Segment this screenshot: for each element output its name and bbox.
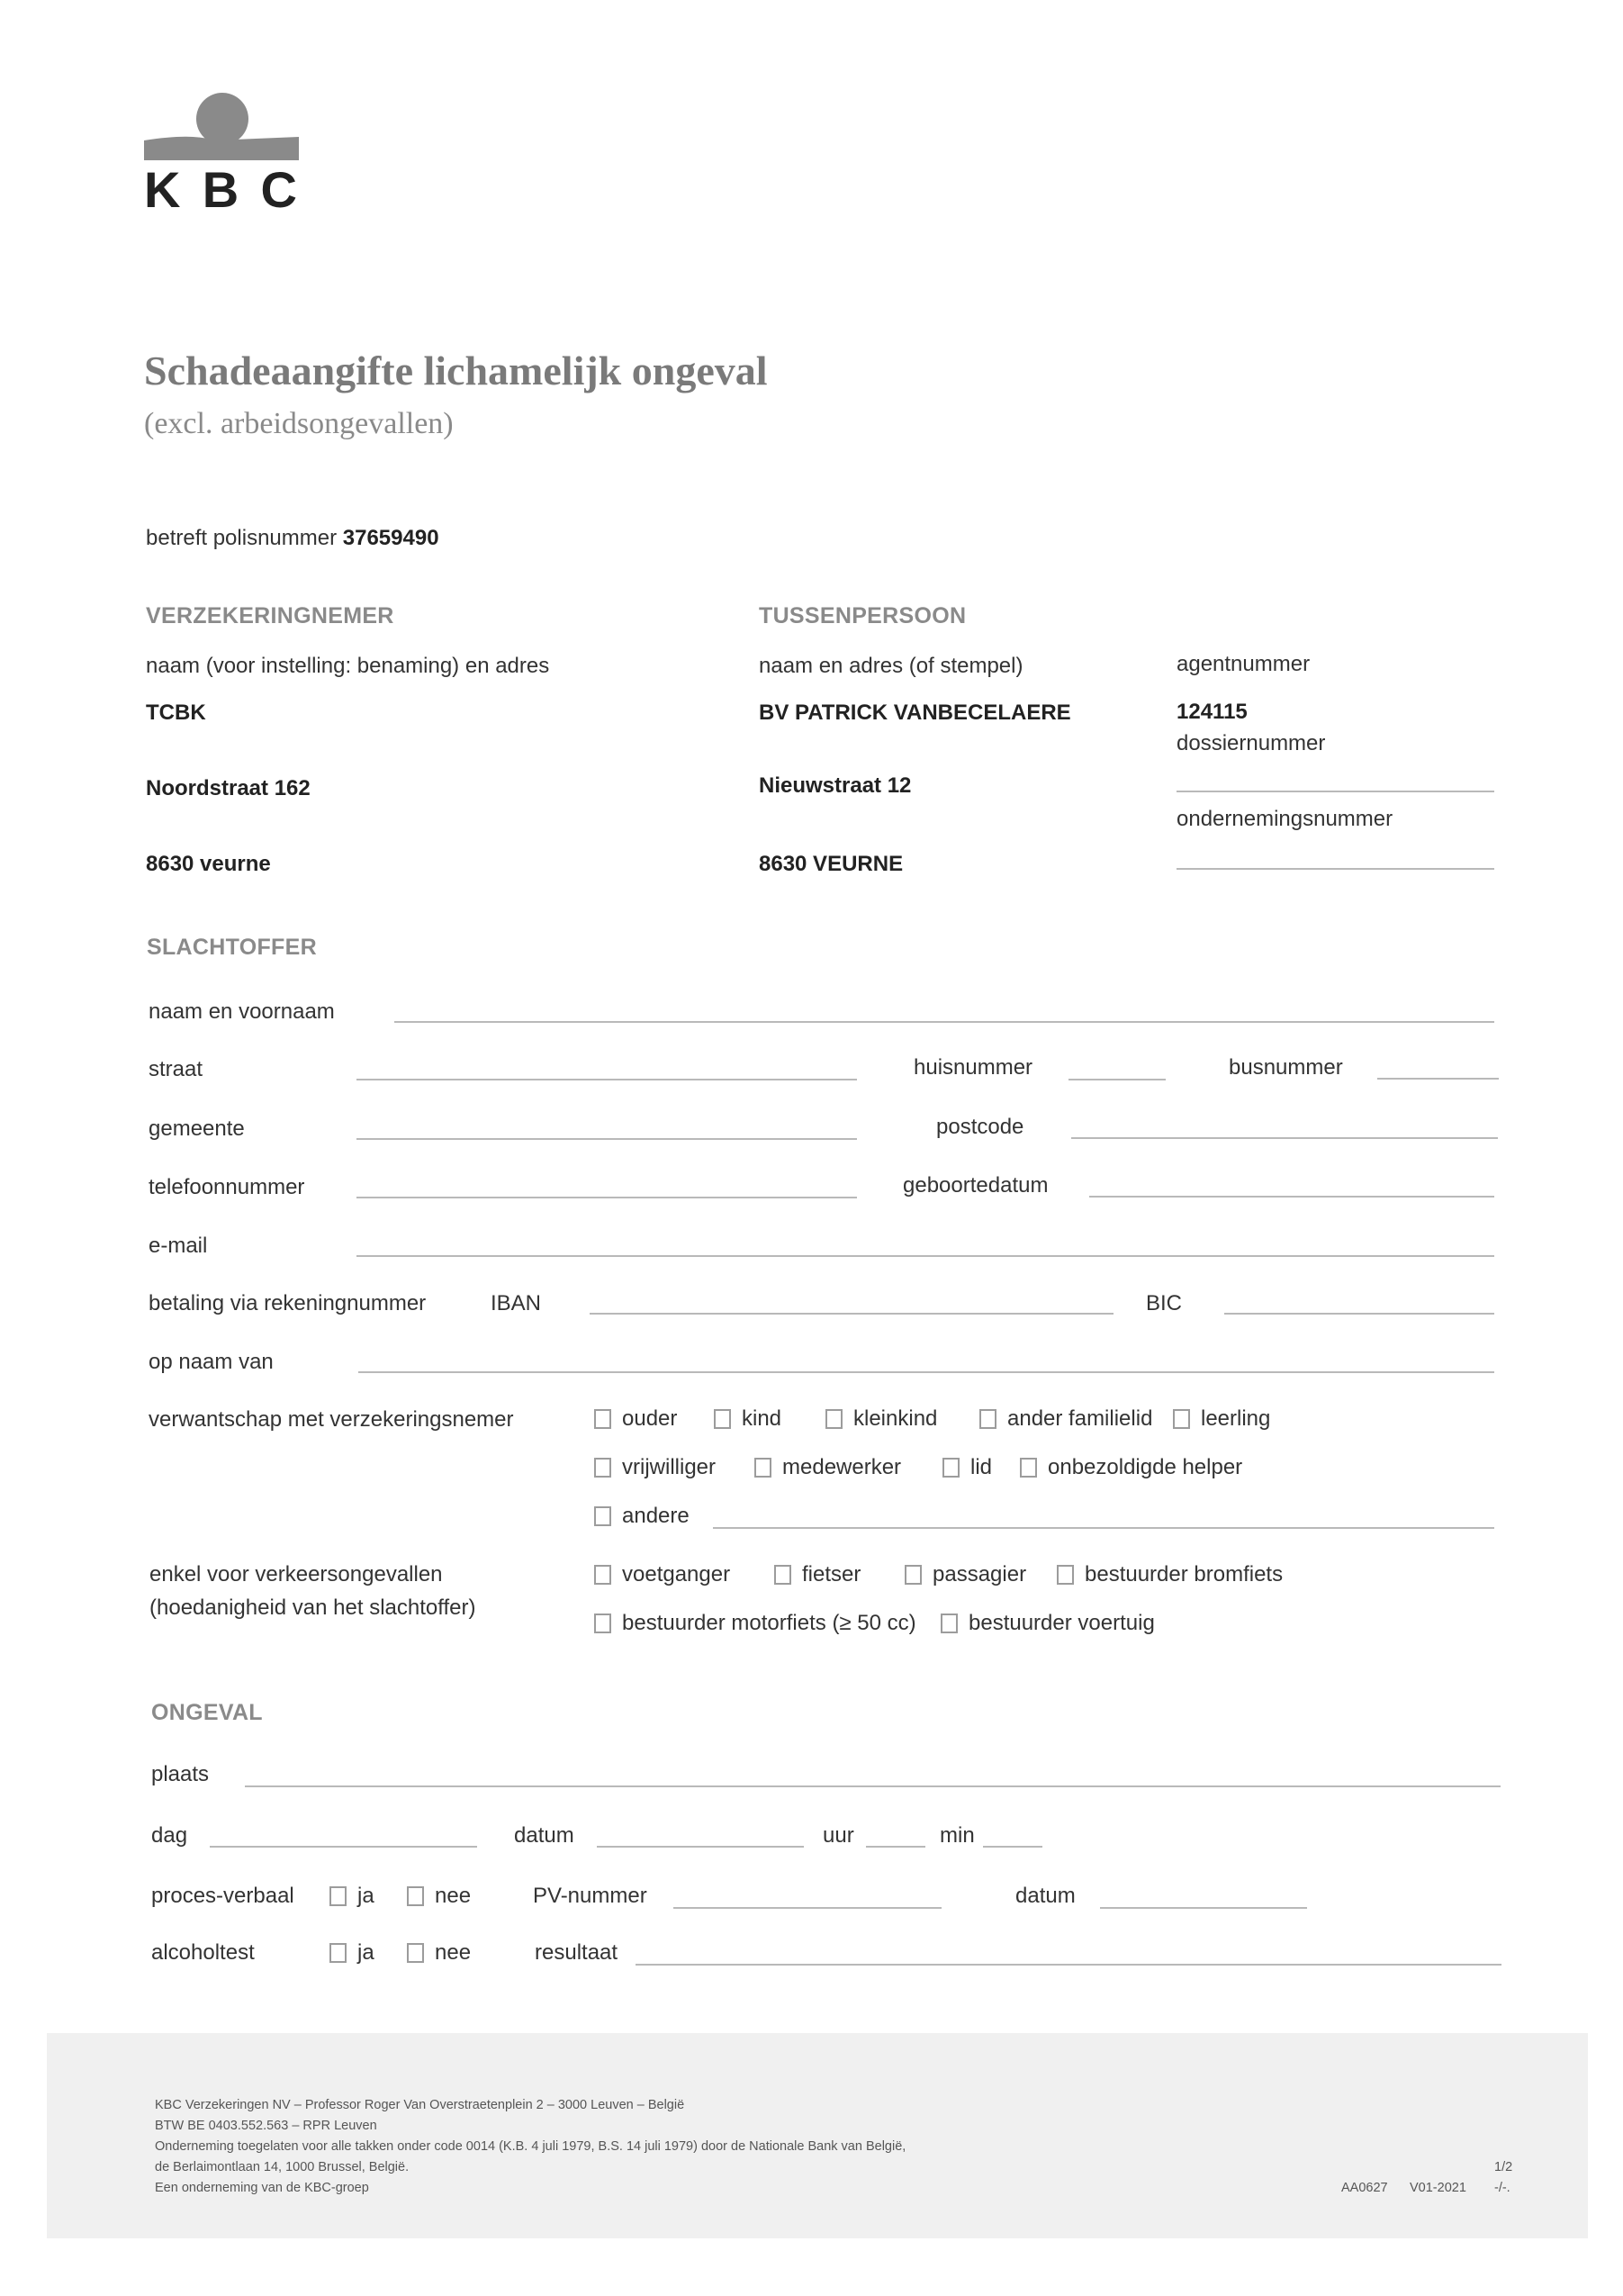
checkbox[interactable] (825, 1409, 843, 1429)
kbc-logo-icon (144, 90, 302, 212)
agent-number: 124115 (1177, 700, 1248, 724)
checkbox[interactable] (1173, 1409, 1190, 1429)
email-field[interactable] (356, 1255, 1494, 1257)
relation-label: verwantschap met verzekeringsnemer (149, 1407, 514, 1432)
place-field[interactable] (245, 1785, 1501, 1787)
checkbox[interactable] (942, 1458, 960, 1478)
checkbox[interactable] (594, 1506, 611, 1526)
footer-vat: BTW BE 0403.552.563 – RPR Leuven (155, 2119, 377, 2133)
victim-heading: SLACHTOFFER (147, 935, 317, 960)
intermediary-street: Nieuwstraat 12 (759, 773, 912, 798)
option-lid[interactable]: lid (942, 1455, 992, 1480)
place-label: plaats (151, 1762, 210, 1786)
result-field[interactable] (636, 1964, 1501, 1966)
option-leerling[interactable]: leerling (1173, 1406, 1270, 1432)
option-ouder[interactable]: ouder (594, 1406, 677, 1432)
alcohol-test-no[interactable]: nee (407, 1940, 471, 1966)
pv-date-field[interactable] (1100, 1907, 1307, 1909)
footer-license: Onderneming toegelaten voor alle takken onder code 0014 (K.B. 4 juli 1979, B.S. 14 juli 1979) door de Nationale Bank van België, (155, 2139, 906, 2154)
option-fietser[interactable]: fietser (774, 1562, 861, 1587)
option-voetganger[interactable]: voetganger (594, 1562, 730, 1587)
police-report-no[interactable]: nee (407, 1884, 471, 1909)
traffic-sublabel: (hoedanigheid van het slachtoffer) (149, 1595, 476, 1620)
policyholder-heading: VERZEKERINGNEMER (146, 603, 394, 628)
footer-bank-address: de Berlaimontlaan 14, 1000 Brussel, België. (155, 2160, 410, 2174)
victim-name-field[interactable] (394, 1021, 1494, 1023)
other-relation-field[interactable] (713, 1527, 1494, 1529)
footer-company-address: KBC Verzekeringen NV – Professor Roger Van Overstraetenplein 2 – 3000 Leuven – België (155, 2098, 685, 2112)
policyholder-city: 8630 veurne (146, 852, 271, 876)
company-number-label: ondernemingsnummer (1177, 807, 1393, 831)
checkbox[interactable] (1020, 1458, 1037, 1478)
policy-number: 37659490 (342, 526, 439, 550)
day-field[interactable] (210, 1846, 477, 1848)
municipality-label: gemeente (149, 1116, 245, 1141)
file-number-field[interactable] (1177, 791, 1494, 792)
municipality-field[interactable] (356, 1138, 857, 1140)
checkbox[interactable] (329, 1943, 347, 1963)
box-number-label: busnummer (1229, 1055, 1343, 1080)
iban-label: IBAN (491, 1291, 542, 1315)
phone-field[interactable] (356, 1197, 857, 1198)
police-report-yes[interactable]: ja (329, 1884, 374, 1909)
checkbox[interactable] (905, 1565, 922, 1585)
bic-label: BIC (1146, 1291, 1183, 1315)
minute-label: min (940, 1823, 975, 1848)
checkbox[interactable] (1057, 1565, 1074, 1585)
company-number-field[interactable] (1177, 868, 1494, 870)
continue-marker: -/-. (1494, 2181, 1510, 2195)
footer (47, 2033, 1588, 2238)
checkbox[interactable] (594, 1409, 611, 1429)
checkbox[interactable] (407, 1943, 424, 1963)
police-report-label: proces-verbaal (151, 1884, 294, 1908)
day-label: dag (151, 1823, 188, 1848)
option-vrijwilliger[interactable]: vrijwilliger (594, 1455, 716, 1480)
option-passagier[interactable]: passagier (905, 1562, 1026, 1587)
page-number: 1/2 (1494, 2160, 1513, 2174)
birthdate-label: geboortedatum (903, 1173, 1049, 1198)
policyholder-street: Noordstraat 162 (146, 776, 311, 800)
form-version: V01-2021 (1410, 2181, 1466, 2195)
checkbox[interactable] (407, 1886, 424, 1906)
option-andere[interactable]: andere (594, 1504, 690, 1529)
intermediary-city: 8630 VEURNE (759, 852, 904, 876)
hour-label: uur (823, 1823, 854, 1848)
policy-label: betreft polisnummer (146, 526, 338, 550)
intermediary-name-label: naam en adres (of stempel) (759, 654, 1023, 678)
footer-group: Een onderneming van de KBC-groep (155, 2181, 369, 2195)
phone-label: telefoonnummer (149, 1175, 305, 1199)
postcode-label: postcode (936, 1115, 1024, 1139)
checkbox[interactable] (941, 1614, 958, 1633)
form-code: AA0627 (1341, 2181, 1388, 2195)
policyholder-name: TCBK (146, 701, 206, 725)
option-ander-familielid[interactable]: ander familielid (979, 1406, 1152, 1432)
pv-number-field[interactable] (673, 1907, 942, 1909)
postcode-field[interactable] (1071, 1137, 1498, 1139)
checkbox[interactable] (979, 1409, 996, 1429)
email-label: e-mail (149, 1234, 208, 1258)
street-label: straat (149, 1057, 203, 1081)
alcohol-test-label: alcoholtest (151, 1940, 255, 1965)
date-label: datum (514, 1823, 574, 1848)
option-kleinkind[interactable]: kleinkind (825, 1406, 937, 1432)
iban-field[interactable] (590, 1313, 1114, 1315)
bic-field[interactable] (1224, 1313, 1494, 1315)
house-number-field[interactable] (1068, 1079, 1166, 1080)
option-bestuurder-bromfiets[interactable]: bestuurder bromfiets (1057, 1562, 1283, 1587)
traffic-label: enkel voor verkeersongevallen (149, 1562, 443, 1586)
option-onbezoldigde-helper[interactable]: onbezoldigde helper (1020, 1455, 1242, 1480)
intermediary-name: BV PATRICK VANBECELAERE (759, 701, 1071, 725)
checkbox[interactable] (774, 1565, 791, 1585)
file-number-label: dossiernummer (1177, 731, 1326, 755)
box-number-field[interactable] (1377, 1078, 1499, 1080)
accident-heading: ONGEVAL (151, 1700, 263, 1725)
birthdate-field[interactable] (1089, 1196, 1494, 1198)
agent-number-label: agentnummer (1177, 652, 1311, 676)
page-subtitle: (excl. arbeidsongevallen) (144, 407, 454, 440)
account-name-label: op naam van (149, 1350, 274, 1374)
payment-label: betaling via rekeningnummer (149, 1291, 427, 1315)
result-label: resultaat (535, 1940, 618, 1965)
option-bestuurder-motorfiets[interactable]: bestuurder motorfiets (≥ 50 cc) (594, 1611, 916, 1636)
minute-field[interactable] (983, 1846, 1042, 1848)
house-number-label: huisnummer (914, 1055, 1033, 1080)
pv-date-label: datum (1015, 1884, 1076, 1908)
option-medewerker[interactable]: medewerker (754, 1455, 901, 1480)
alcohol-test-yes[interactable]: ja (329, 1940, 374, 1966)
kbc-logo (144, 90, 302, 212)
victim-name-label: naam en voornaam (149, 999, 335, 1024)
page-title: Schadeaangifte lichamelijk ongeval (144, 348, 768, 393)
policyholder-name-label: naam (voor instelling: benaming) en adres (146, 654, 550, 678)
account-name-field[interactable] (358, 1371, 1494, 1373)
street-field[interactable] (356, 1079, 857, 1080)
hour-field[interactable] (866, 1846, 925, 1848)
checkbox[interactable] (329, 1886, 347, 1906)
intermediary-heading: TUSSENPERSOON (759, 603, 967, 628)
pv-number-label: PV-nummer (533, 1884, 647, 1908)
option-kind[interactable]: kind (714, 1406, 781, 1432)
checkbox[interactable] (714, 1409, 731, 1429)
checkbox[interactable] (594, 1458, 611, 1478)
date-field[interactable] (597, 1846, 804, 1848)
checkbox[interactable] (594, 1565, 611, 1585)
policy-reference (146, 526, 439, 551)
svg-text:KBC: KBC (144, 161, 299, 212)
option-bestuurder-voertuig[interactable]: bestuurder voertuig (941, 1611, 1155, 1636)
checkbox[interactable] (594, 1614, 611, 1633)
checkbox[interactable] (754, 1458, 771, 1478)
